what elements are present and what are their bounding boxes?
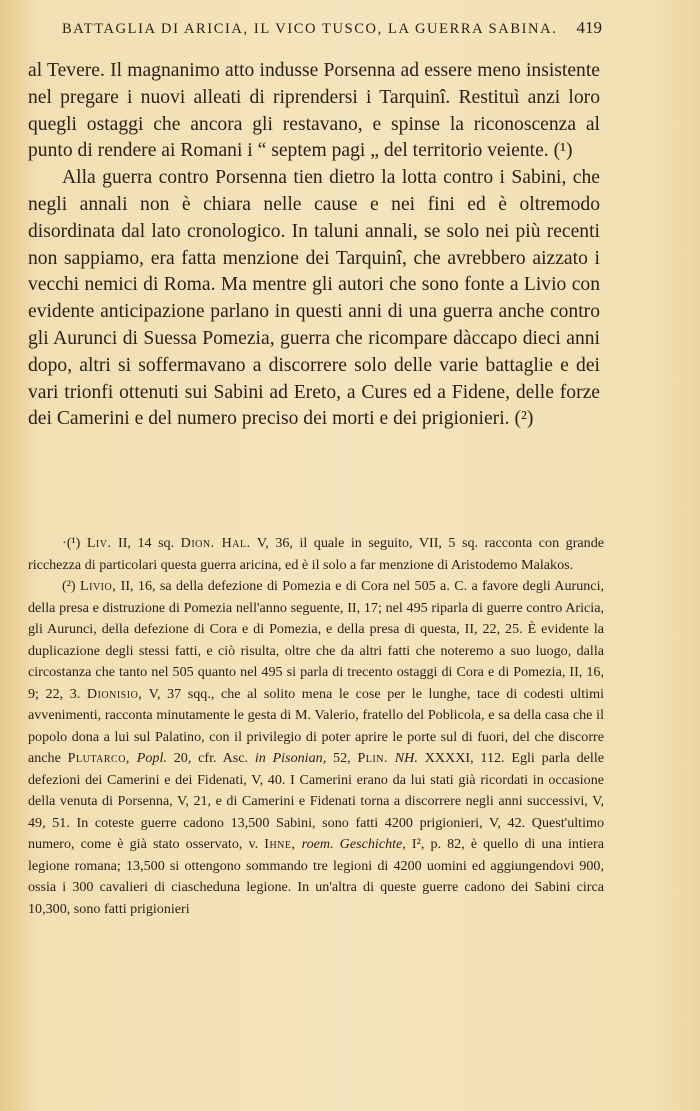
running-head — [62, 18, 602, 46]
footnote-1 — [28, 533, 604, 576]
footnote-text: XXXXI, 112. Egli parla delle defezioni dei Camerini e dei Fidenati, V, 40. I Camerini erano da lui stati già ricordati in occasione della venuta di Porsenna, V, 21, e di Camerini e Fidenati torna a discorrere negli anni successivi, V, 49, 51. In coteste guerre cadono 13,500 Sabini, sono fatti 4200 prigionieri, V, 42. Quest'ultimo numero, come è già stato osservato, v. — [28, 750, 605, 852]
footnotes — [28, 533, 604, 920]
footnote-text — [388, 750, 395, 766]
running-title: BATTAGLIA DI ARICIA, IL VICO TUSCO, LA GUERRA SABINA. — [62, 21, 558, 37]
author-citation: Liv. — [86, 535, 112, 551]
footnote-text: V, 37 sqq., che al solito mena le cose per le lunghe, tace di codesti ultimi avvenimenti, racconta minutamente le gesta di M. Valerio, fratello del Poblicola, e sa della casa che il popolo dona a lui sul Palatino, con il privilegio di poter aprire le porte sul di fuori, del che discorre anche — [28, 685, 604, 766]
author-citation: Dionisio, — [86, 685, 143, 702]
footnote-mark: (²) — [62, 578, 76, 594]
footnote-reference: (²) — [514, 408, 534, 430]
work-title: in Pisonian, — [254, 750, 327, 766]
footnote-reference: (¹) — [553, 140, 573, 162]
paragraph — [28, 165, 600, 433]
footnote-text: 52, — [326, 750, 358, 766]
page-number: 419 — [576, 18, 602, 37]
work-title: roem. Geschichte, — [301, 836, 406, 852]
footnote-text — [130, 750, 137, 766]
author-citation: Ihne, — [264, 836, 296, 852]
author-citation: Plutarco, — [67, 750, 130, 766]
paragraph-text: Alla guerra contro Porsenna tien dietro la lotta contro i Sabini, che negli annali non è chiara nelle cause e nei fini ed è oltremodo disordinata dal lato cronologico. In taluni annali, se solo nei più recenti non sappiamo, era fatta menzione dei Tarquinî, che avrebbero aizzato i vecchi nemici di Roma. Ma mentre gli autori che sono fonte a Livio con evidente anticipazione parlano in questi anni di una guerra anche contro gli Aurunci di Suessa Pomezia, guerra che ricompare dàccapo dieci anni dopo, altri si soffermavano a discorrere solo delle varie battaglie e dei vari trionfi ottenuti sui Sabini ad Ereto, a Cures ed a Fidene, delle forze dei Camerini e del numero preciso dei morti e dei prigionieri. — [28, 167, 600, 430]
author-citation: Dion. Hal. — [180, 535, 251, 551]
footnote-text: I², p. 82, è quello di una intiera legione romana; 13,500 si ottengono sommando tre legioni di 4200 uomini ed aggiungendovi 900, ossia i 300 cavalieri di ciascheduna legione. In un'altra di queste guerre cadono dei Sabini circa 10,300, sono fatti prigionieri — [28, 836, 604, 917]
work-title: NH. — [394, 750, 418, 766]
footnote-text: II, 16, sa della defezione di Pomezia e di Cora nel 505 a. C. a favore degli Aurunci, della presa e distruzione di Pomezia nell'anno seguente, II, 17; nel 495 riparla di guerre contro Aricia, gli Aurunci, della defezione di Cora e di Pomezia, e della presa di questa, II, 22, 25. È evidente la duplicazione degli stessi fatti, e ciò risulta, oltre che da altri fatti che noteremo a suo luogo, dalla circostanza che tanto nel 505 quanto nel 495 si parla di trecento ostaggi di Cora e di Pomezia, II, 16, 9; 22, 3. — [28, 578, 605, 702]
body-text — [28, 58, 600, 433]
footnote-mark: ·(¹) — [62, 535, 81, 551]
work-title: Popl. — [136, 750, 167, 766]
footnote-text: 20, cfr. Asc. — [166, 750, 255, 766]
author-citation: Livio, — [80, 578, 117, 594]
footnote-text: V, 36, il quale in seguito, VII, 5 sq. racconta con grande ricchezza di particolari questa guerra aricina, ed è il solo a far menzione di Aristodemo Malakos. — [28, 535, 604, 573]
paragraph — [28, 58, 600, 165]
author-citation: Plin. — [357, 750, 388, 766]
footnote-2 — [28, 576, 604, 920]
footnote-text: II, 14 sq. — [111, 535, 181, 551]
paragraph-text: al Tevere. Il magnanimo atto indusse Porsenna ad essere meno insistente nel pregare i nuovi alleati di riprendersi i Tarquinî. Restituì anzi loro quegli ostaggi che ancora gli restavano, e spinse la riconoscenza al punto di rendere ai Romani i “ septem pagi „ del territorio veiente. — [28, 60, 600, 162]
